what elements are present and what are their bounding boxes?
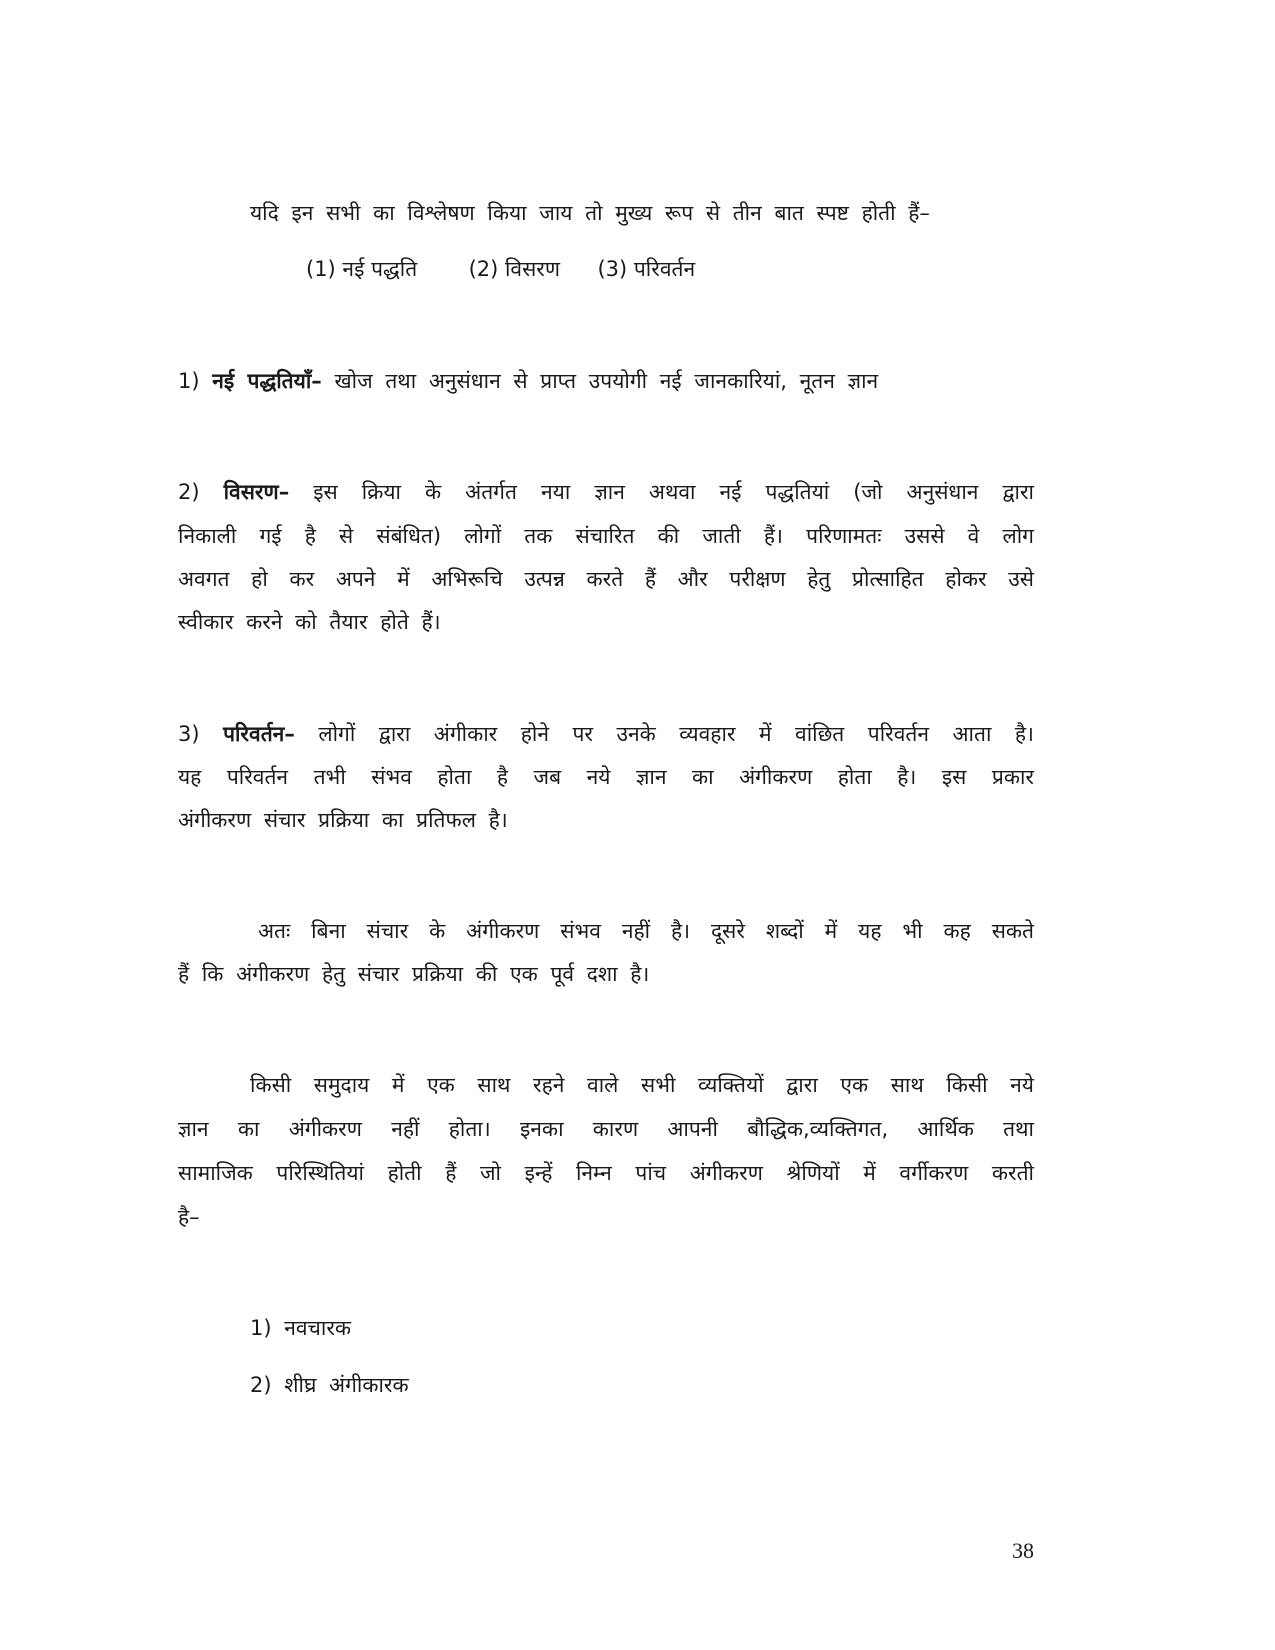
intro-line: यदि इन सभी का विश्लेषण किया जाय तो मुख्य रूप से तीन बात स्पष्ट होती हैं–	[250, 201, 930, 225]
section-3-text-1: लोगों द्वारा अंगीकार होने पर उनके व्यवहार में वांछित परिवर्तन आता है।	[318, 722, 1034, 746]
paragraph-4-line-2: हैं कि अंगीकरण हेतु संचार प्रक्रिया की एक पूर्व दशा है।	[178, 962, 650, 986]
section-2-line-3: अवगत हो कर अपने में अभिरूचि उत्पन्न करते हैं और परीक्षण हेतु प्रोत्साहित होकर उसे	[178, 567, 1034, 591]
section-1-number: 1)	[178, 369, 200, 393]
section-2-heading: विसरण–	[223, 480, 290, 504]
intro-item-1: (1) नई पद्धति	[306, 257, 418, 281]
section-1-text: खोज तथा अनुसंधान से प्राप्त उपयोगी नई जानकारियां, नूतन ज्ञान	[334, 369, 879, 393]
section-1-heading: नई पद्धतियाँ–	[212, 369, 322, 393]
page-number: 38	[1012, 1538, 1034, 1563]
list-item: 1) नवचारक	[250, 1316, 352, 1340]
section-1	[178, 366, 878, 396]
section-3-heading: परिवर्तन–	[223, 722, 295, 746]
section-2-line-2: निकाली गई है से संबंधित) लोगों तक संचारित की जाती हैं। परिणामतः उससे वे लोग	[178, 524, 1034, 548]
paragraph-4-line-1: अतः बिना संचार के अंगीकरण संभव नहीं है। दूसरे शब्दों में यह भी कह सकते	[258, 919, 1034, 943]
paragraph-5-line-1: किसी समुदाय में एक साथ रहने वाले सभी व्यक्तियों द्वारा एक साथ किसी नये	[250, 1073, 1034, 1097]
paragraph-5-line-2: ज्ञान का अंगीकरण नहीं होता। इनका कारण आपनी बौद्धिक,व्यक्तिगत, आर्थिक तथा	[178, 1117, 1034, 1141]
list-item: 2) शीघ्र अंगीकारक	[250, 1373, 409, 1397]
section-2-line-4: स्वीकार करने को तैयार होते हैं।	[178, 610, 441, 634]
intro-item-2: (2) विसरण	[468, 257, 561, 281]
section-2-line-1	[178, 477, 1034, 507]
section-2-number: 2)	[178, 480, 200, 504]
section-3-number: 3)	[178, 722, 200, 746]
paragraph-5-line-4: है–	[178, 1205, 200, 1229]
section-3-line-2: यह परिवर्तन तभी संभव होता है जब नये ज्ञान का अंगीकरण होता है। इस प्रकार	[178, 765, 1034, 789]
paragraph-5-line-3: सामाजिक परिस्थितियां होती हैं जो इन्हें निम्न पांच अंगीकरण श्रेणियों में वर्गीकरण करती	[178, 1161, 1034, 1185]
section-3-line-3: अंगीकरण संचार प्रक्रिया का प्रतिफल है।	[178, 808, 508, 832]
section-2-text-1: इस क्रिया के अंतर्गत नया ज्ञान अथवा नई पद्धतियां (जो अनुसंधान द्वारा	[313, 480, 1034, 504]
section-3-line-1	[178, 719, 1034, 749]
intro-item-3: (3) परिवर्तन	[597, 257, 696, 281]
intro-items	[306, 254, 695, 284]
